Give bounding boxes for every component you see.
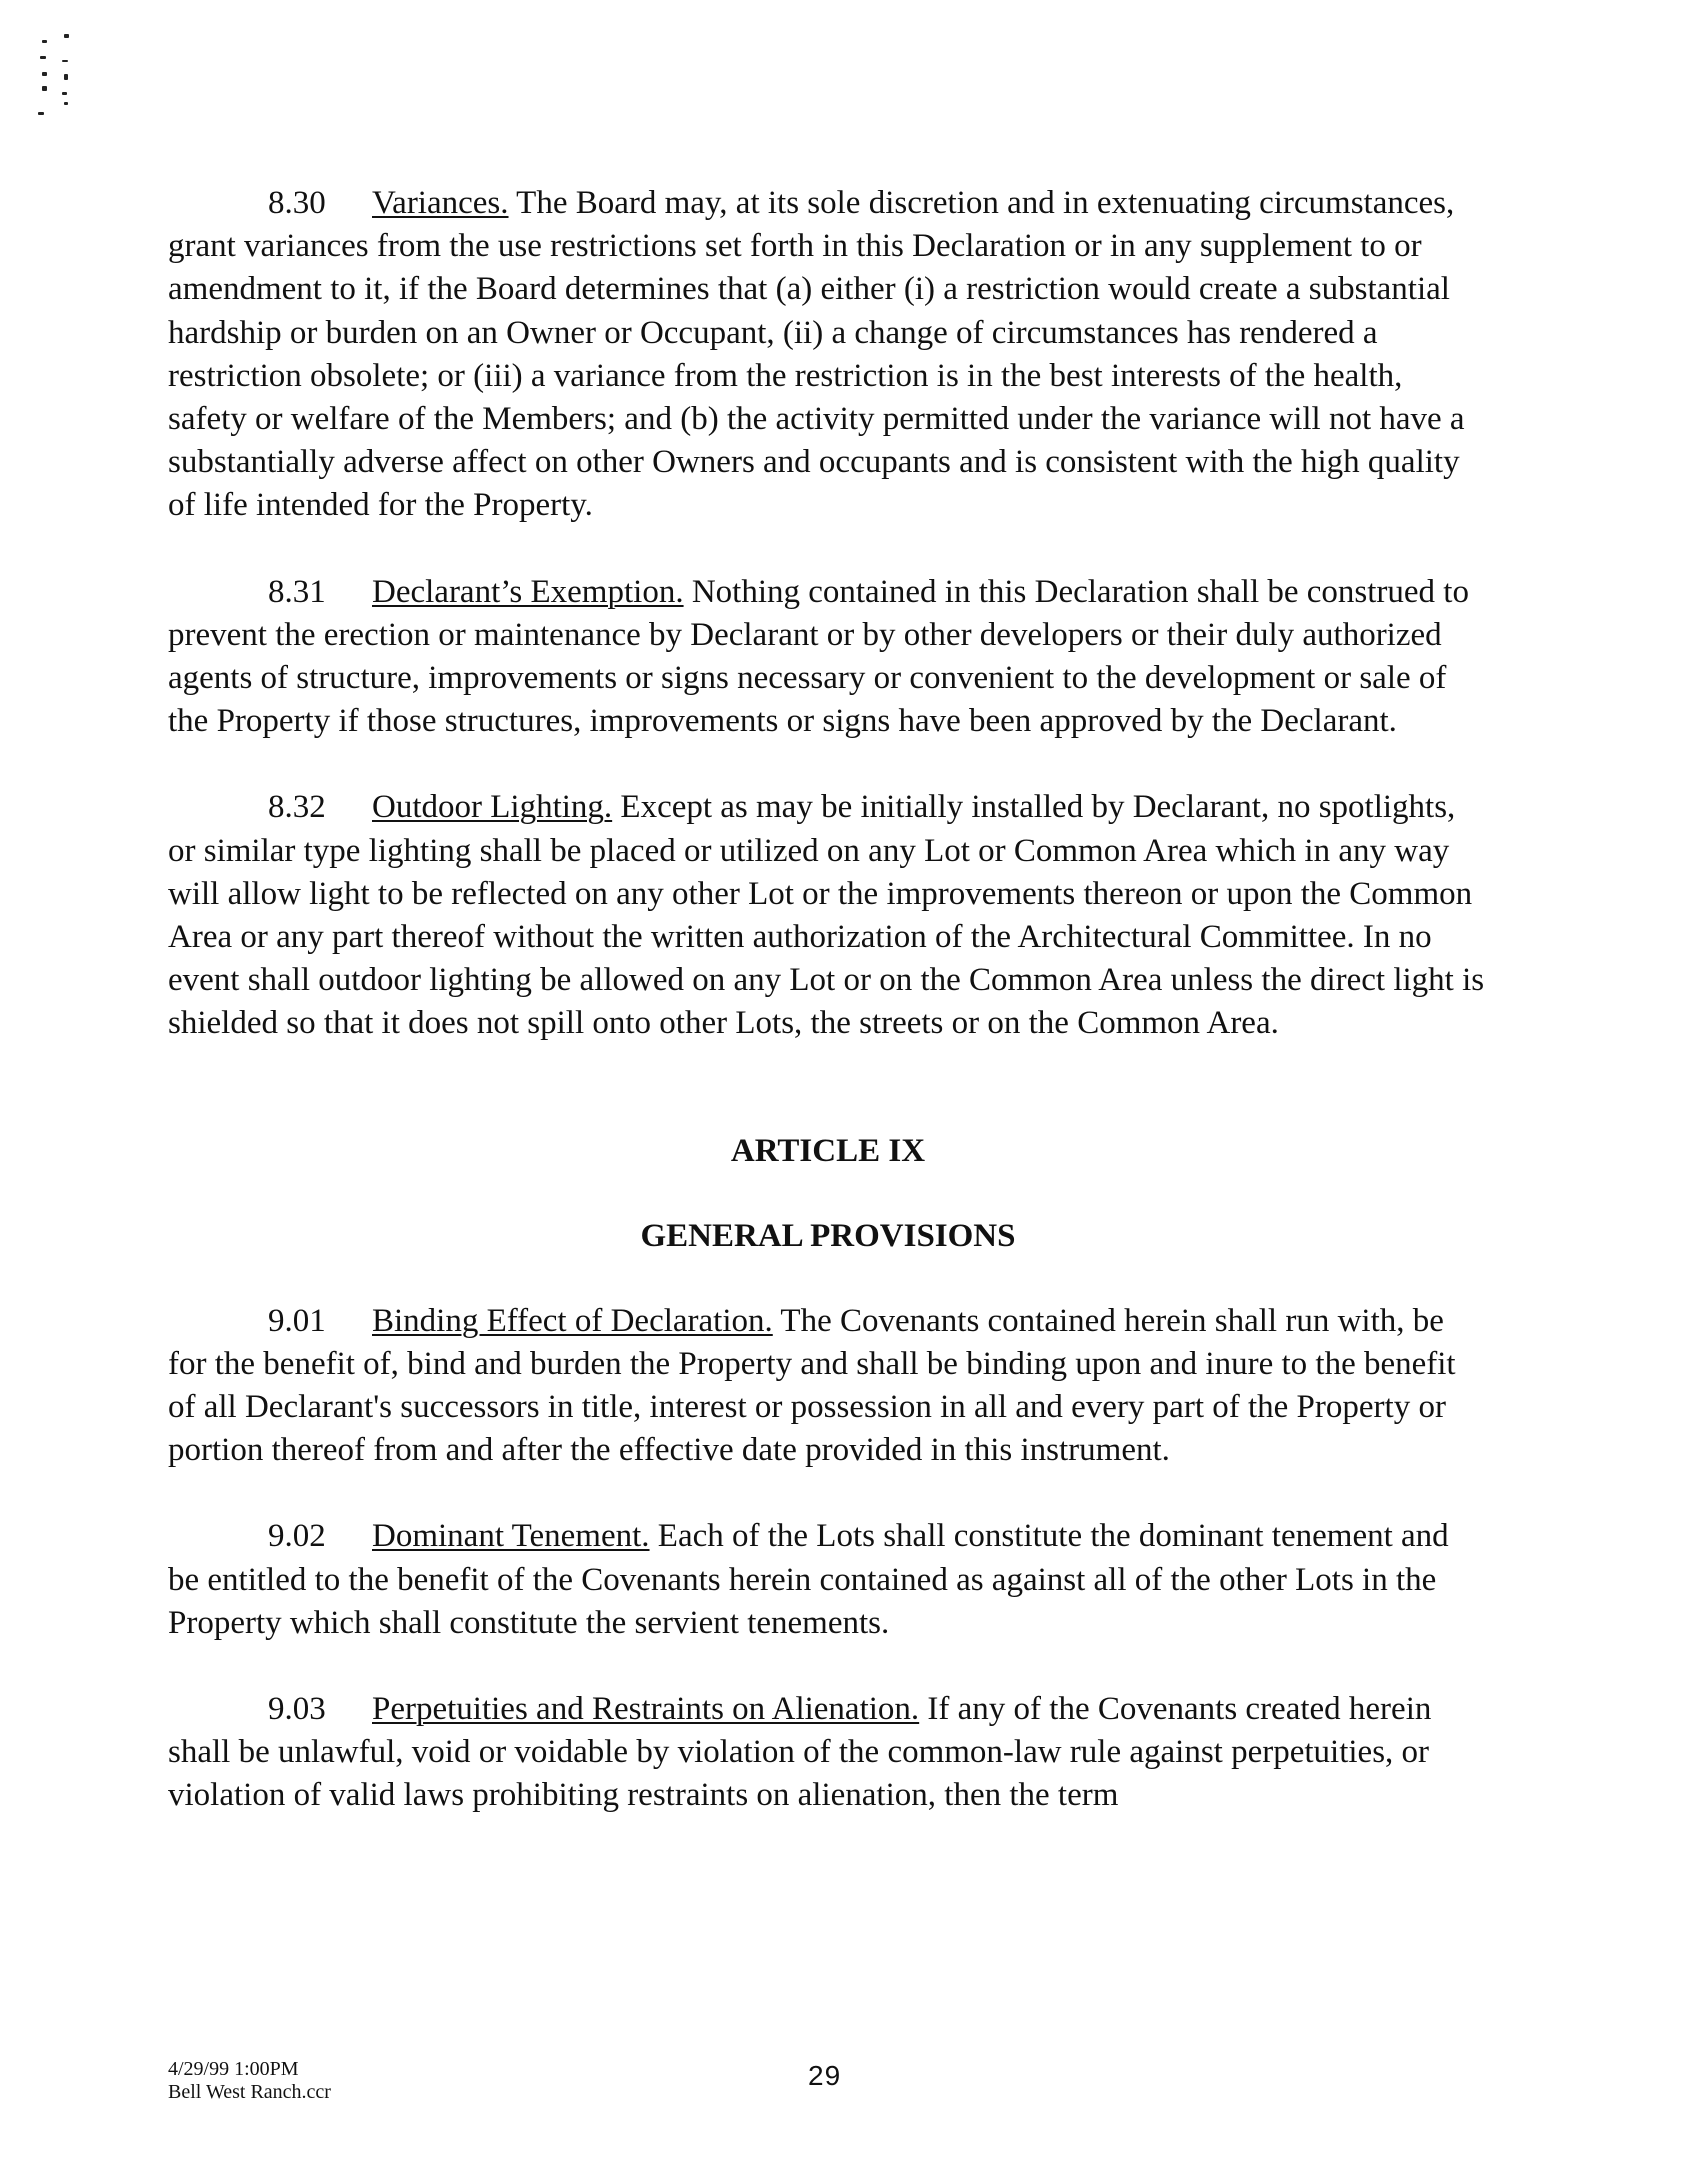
section-text: Each of the Lots shall constitute the dominant tenement and be entitled to the benefit of the Covenants herein contained as against all of the other Lots in the Property which shall constitute the servient tenements. xyxy=(168,1518,1449,1641)
section-9-01 xyxy=(168,1300,1488,1473)
footer-filename: Bell West Ranch.ccr xyxy=(168,2081,331,2103)
section-text: The Covenants contained herein shall run with, be for the benefit of, bind and burden the Property and shall be binding upon and inure to the benefit of all Declarant's successors in title, interest or possession in all and every part of the Property or portion thereof from and after the effective date provided in this instrument. xyxy=(168,1302,1456,1469)
footer-timestamp: 4/29/99 1:00PM xyxy=(168,2058,299,2080)
scan-artifact-marks xyxy=(28,30,78,170)
section-number: 9.03 xyxy=(268,1691,326,1728)
section-caption: Declarant’s Exemption. xyxy=(372,573,684,610)
section-text: Except as may be initially installed by Declarant, no spotlights, or similar type lighting shall be placed or utilized on any Lot or Common Area which in any way will allow light to be reflected on any other Lot or the improvements thereon or upon the Common Area or any part thereof without the written authorization of the Architectural Committee. In no event shall outdoor lighting be allowed on any Lot or on the Common Area unless the direct light is shielded so that it does not spill onto other Lots, the streets or on the Common Area. xyxy=(168,789,1485,1042)
section-number: 9.02 xyxy=(268,1518,326,1555)
section-number: 9.01 xyxy=(268,1302,326,1339)
section-8-32 xyxy=(168,786,1488,1045)
section-9-03 xyxy=(168,1688,1488,1818)
section-number: 8.31 xyxy=(268,573,326,610)
section-number: 8.32 xyxy=(268,789,326,826)
article-title: GENERAL PROVISIONS xyxy=(640,1217,1016,1254)
section-caption: Variances. xyxy=(372,185,509,221)
section-8-31 xyxy=(168,571,1488,744)
section-caption: Binding Effect of Declaration. xyxy=(372,1302,773,1339)
section-caption: Perpetuities and Restraints on Alienation. xyxy=(372,1691,920,1728)
footer-info xyxy=(168,2058,331,2104)
section-text: The Board may, at its sole discretion and in extenuating circumstances, grant variances from the use restrictions set forth in this Declaration or in any supplement to or amendment to it, if the Board determines that (a) either (i) a restriction would create a substantial hardship or burden on an Owner or Occupant, (ii) a change of circumstances has rendered a restriction obsolete; or (iii) a variance from the restriction is in the best interests of the health, safety or welfare of the Members; and (b) the activity permitted under the variance will not have a substantially adverse affect on other Owners and occupants and is consistent with the high quality of life intended for the Property. xyxy=(168,185,1465,524)
document-body xyxy=(168,182,1488,1861)
section-text: Nothing contained in this Declaration shall be construed to prevent the erection or maintenance by Declarant or by other developers or their duly authorized agents of structure, improvements or signs necessary or convenient to the development or sale of the Property if those structures, improvements or signs have been approved by the Declarant. xyxy=(168,573,1469,740)
section-caption: Outdoor Lighting. xyxy=(372,789,613,826)
section-8-30 xyxy=(168,182,1488,528)
page-number: 29 xyxy=(808,2060,842,2091)
section-text: If any of the Covenants created herein shall be unlawful, void or voidable by violation of the common-law rule against perpetuities, or violation of valid laws prohibiting restraints on alienation, then the term xyxy=(168,1691,1432,1814)
article-number: ARTICLE IX xyxy=(730,1132,926,1169)
section-9-02 xyxy=(168,1515,1488,1645)
section-number: 8.30 xyxy=(268,185,326,221)
section-caption: Dominant Tenement. xyxy=(372,1518,650,1555)
